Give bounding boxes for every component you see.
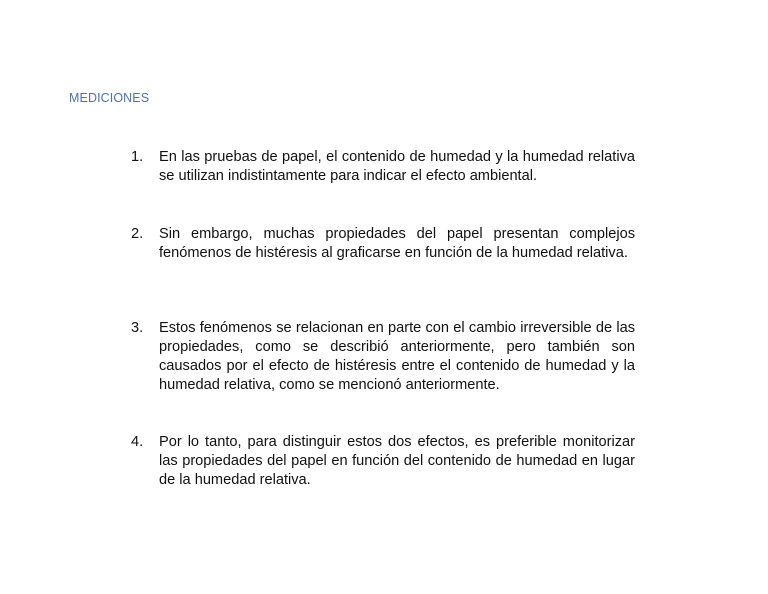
list-item	[131, 148, 636, 186]
list-item-number: 2.	[131, 226, 144, 242]
list-item-number: 4.	[131, 434, 144, 450]
list-item-text: Por lo tanto, para distinguir estos dos efectos, es preferible monitorizar las propiedades del papel en función del contenido de humedad en lugar de la humedad relativa.	[159, 434, 635, 488]
list-item	[131, 433, 636, 490]
section-heading: MEDICIONES	[69, 91, 150, 105]
list-item-number: 3.	[131, 320, 144, 336]
list-item	[131, 319, 636, 395]
list-item-text: Sin embargo, muchas propiedades del papel presentan complejos fenómenos de histéresis al graficarse en función de la humedad relativa.	[159, 226, 635, 261]
list-item	[131, 225, 636, 263]
list-item-text: Estos fenómenos se relacionan en parte con el cambio irreversible de las propiedades, como se describió anteriormente, pero también son causados por el efecto de histéresis entre el contenido de humedad y la humedad relativa, como se mencionó anteriormente.	[159, 320, 635, 393]
list-item-number: 1.	[131, 149, 144, 165]
list-item-text: En las pruebas de papel, el contenido de humedad y la humedad relativa se utilizan indistintamente para indicar el efecto ambiental.	[159, 149, 635, 184]
